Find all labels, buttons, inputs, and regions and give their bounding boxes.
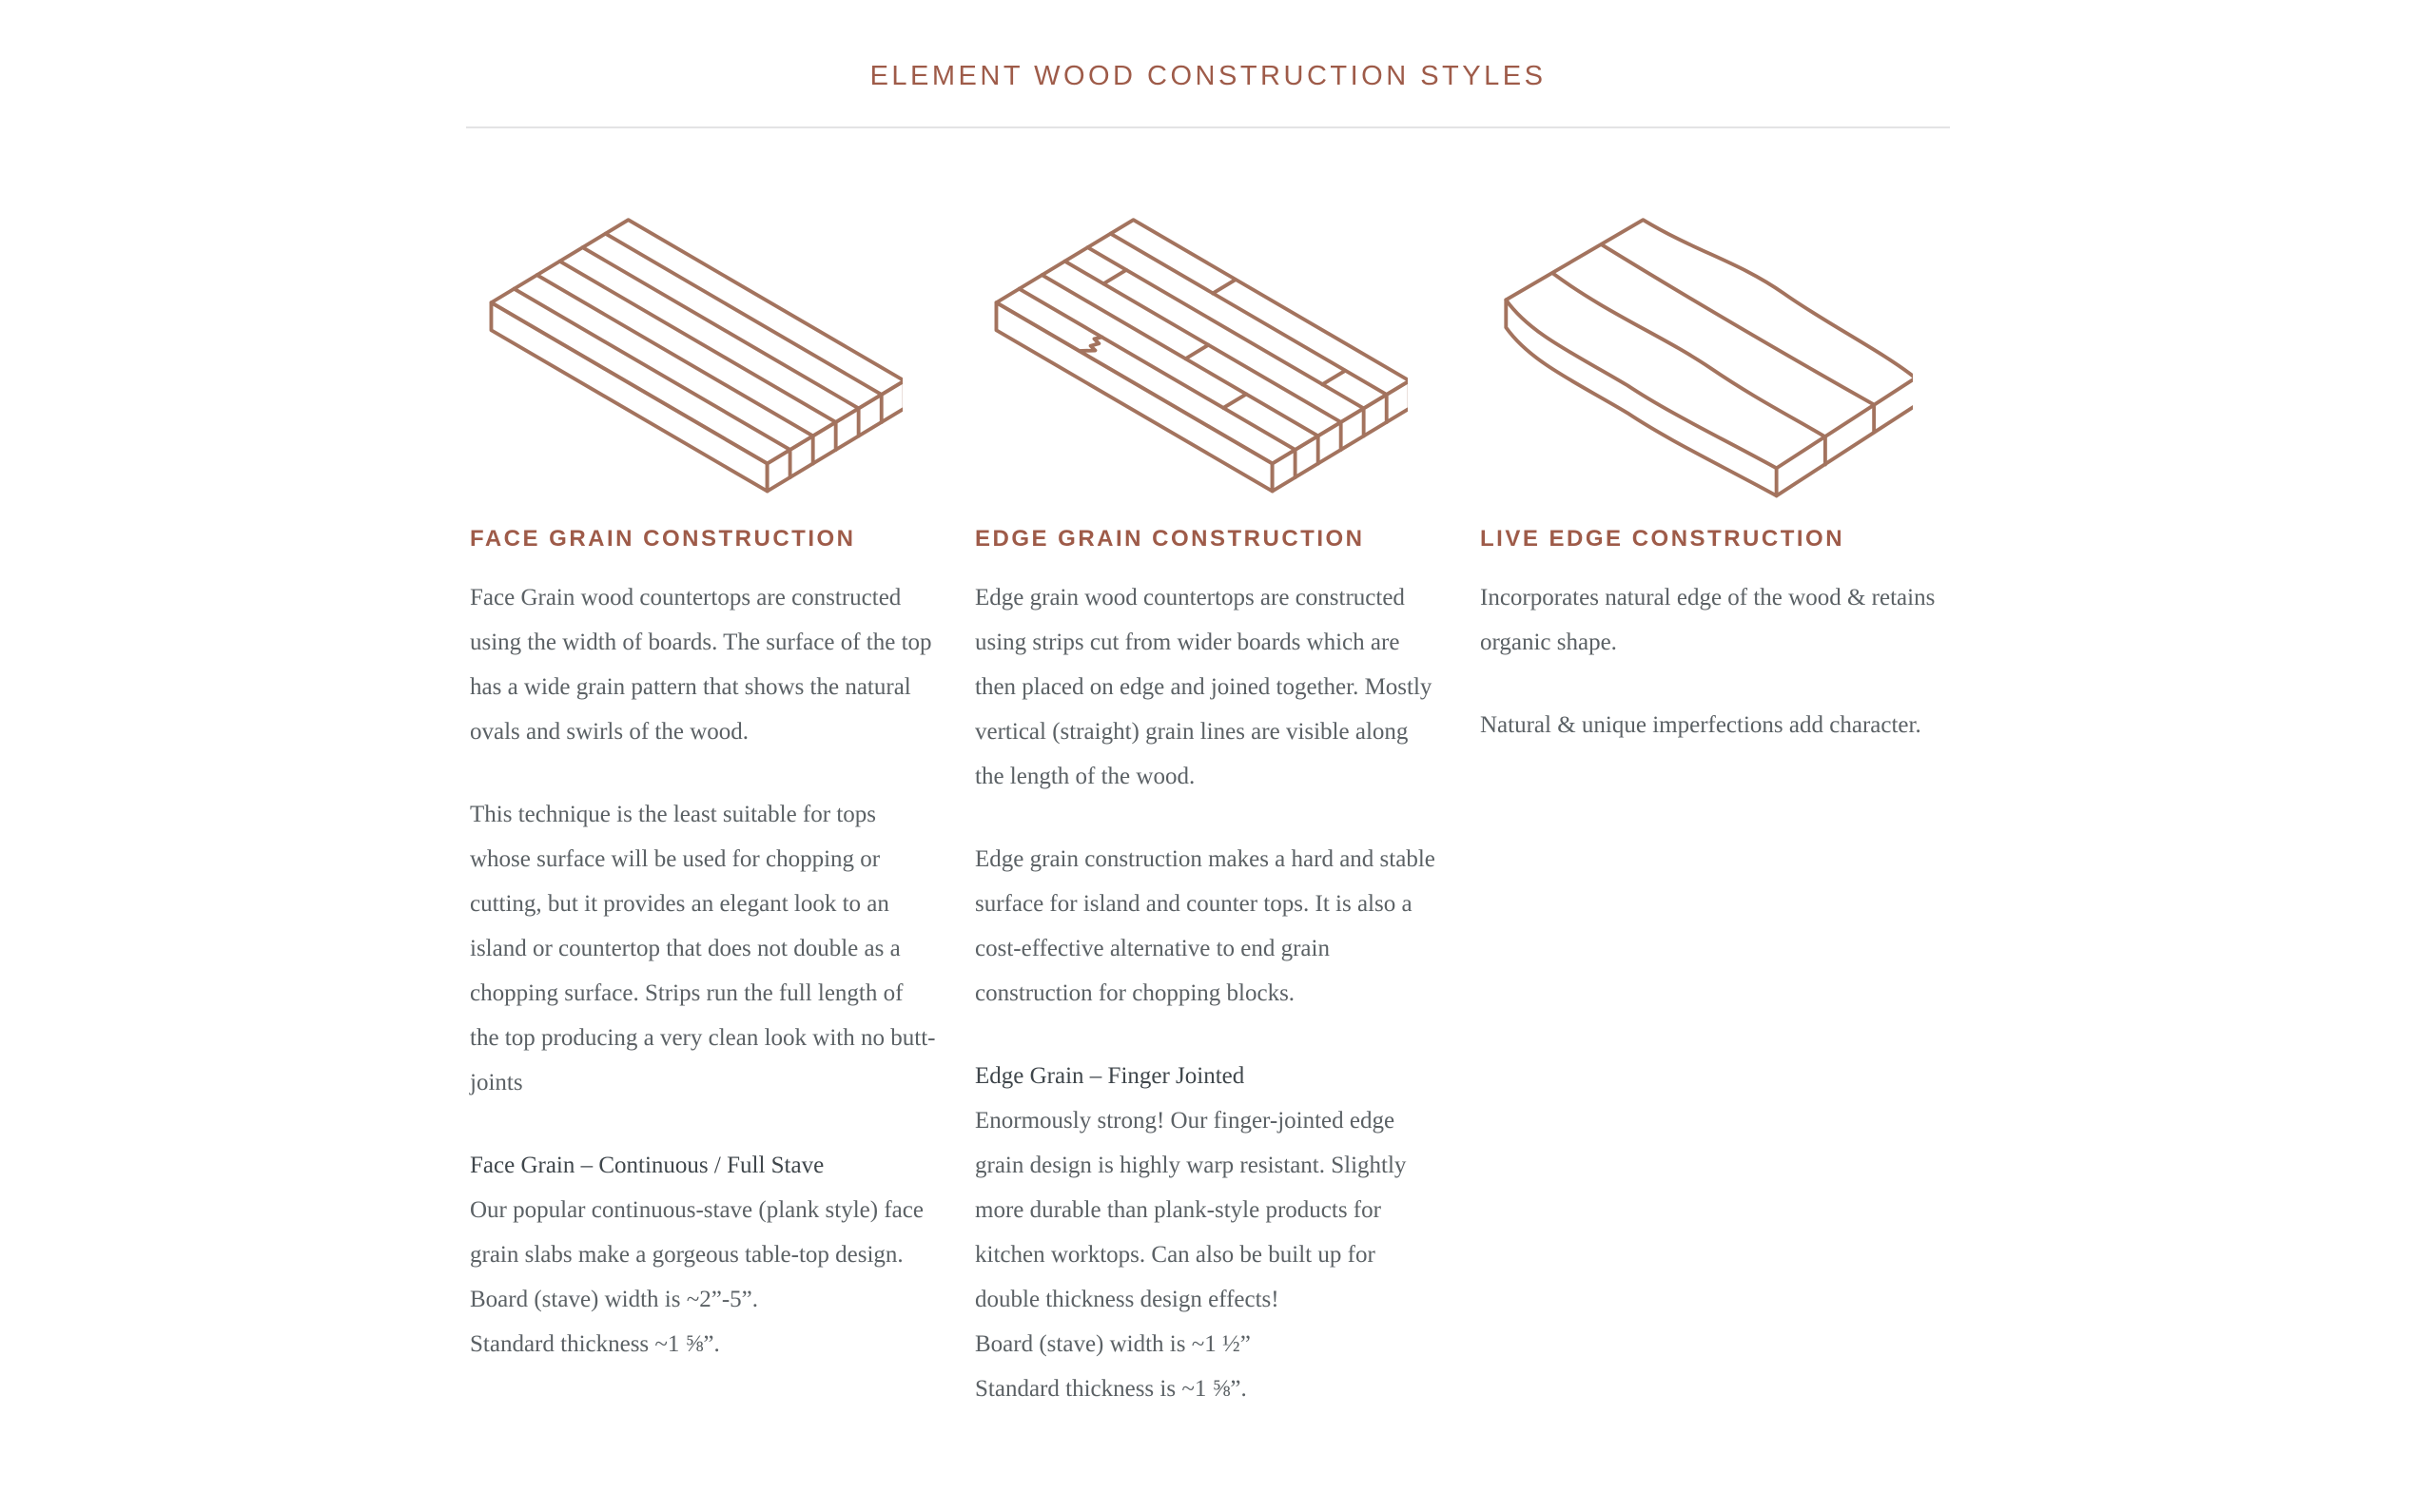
spec-line: Standard thickness ~1 ⅝”. (470, 1331, 720, 1357)
spec-block (975, 1098, 1441, 1411)
spec-block (470, 1188, 936, 1367)
paragraph: Incorporates natural edge of the wood & retains organic shape. (1480, 585, 1936, 655)
edge-grain-figure (975, 197, 1441, 511)
spec-line: Board (stave) width is ~2”-5”. (470, 1287, 759, 1312)
column-live-edge (1480, 197, 1946, 1411)
face-grain-figure (470, 197, 936, 511)
spec-line: Enormously strong! Our finger-jointed edge grain design is highly warp resistant. Slightly more durable than plank-style products for kitchen worktops. Can also be built up for double thickness design effects! (975, 1108, 1407, 1312)
live-edge-figure (1480, 197, 1946, 511)
paragraph: Face Grain wood countertops are constructed using the width of boards. The surface of the top has a wide grain pattern that shows the natural ovals and swirls of the wood. (470, 585, 932, 745)
paragraph: Natural & unique imperfections add character. (1480, 712, 1921, 738)
column-heading-live-edge: LIVE EDGE CONSTRUCTION (1480, 526, 1845, 552)
column-heading-face-grain: FACE GRAIN CONSTRUCTION (470, 526, 856, 552)
subheading-continuous-full-stave: Face Grain – Continuous / Full Stave (470, 1153, 825, 1178)
edge-grain-slab-illustration (975, 197, 1408, 505)
construction-styles-columns (470, 197, 1946, 1411)
column-face-grain (470, 197, 936, 1411)
paragraph: Edge grain wood countertops are constructed using strips cut from wider boards which are then placed on edge and joined together. Mostly vertical (straight) grain lines are visible along the length of the wood. (975, 585, 1432, 789)
divider (466, 126, 1950, 128)
paragraph: This technique is the least suitable for tops whose surface will be used for chopping or cutting, but it provides an elegant look to an island or countertop that does not double as a chopping surface. Strips run the full length of the top producing a very clean look with no butt-joints (470, 802, 936, 1095)
paragraph: Edge grain construction makes a hard and stable surface for island and counter tops. It is also a cost-effective alternative to end grain construction for chopping blocks. (975, 846, 1435, 1006)
subheading-finger-jointed: Edge Grain – Finger Jointed (975, 1063, 1245, 1089)
live-edge-slab-illustration (1480, 197, 1913, 505)
spec-line: Board (stave) width is ~1 ½” (975, 1331, 1251, 1357)
spec-line: Our popular continuous-stave (plank style) face grain slabs make a gorgeous table-top design. (470, 1197, 924, 1268)
spec-line: Standard thickness is ~1 ⅝”. (975, 1376, 1247, 1402)
face-grain-slab-illustration (470, 197, 903, 505)
column-heading-edge-grain: EDGE GRAIN CONSTRUCTION (975, 526, 1365, 552)
column-edge-grain (975, 197, 1441, 1411)
page-title: ELEMENT WOOD CONSTRUCTION STYLES (869, 61, 1547, 91)
